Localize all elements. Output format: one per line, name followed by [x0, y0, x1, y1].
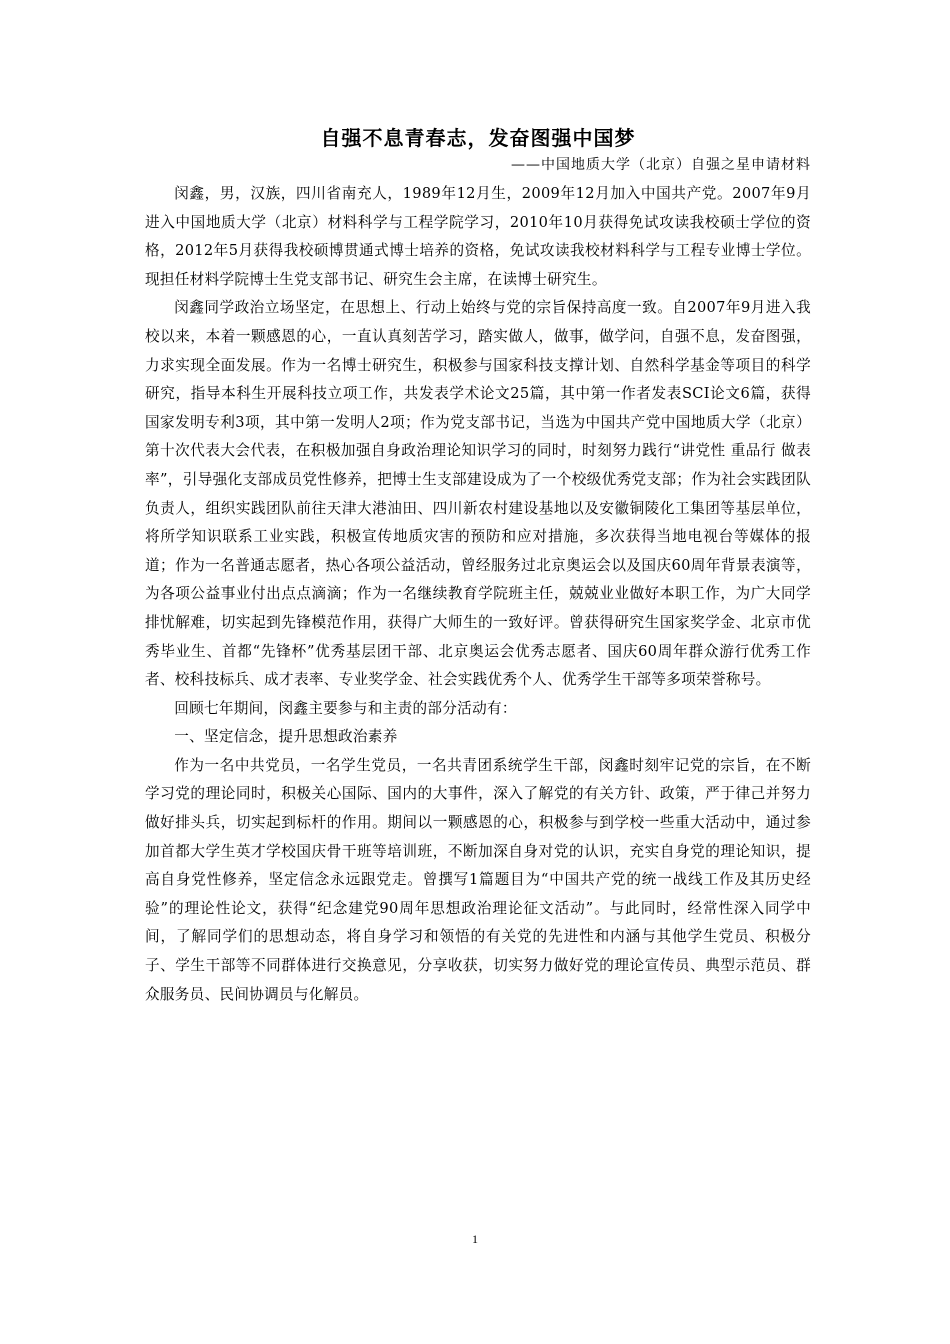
document-title: 自强不息青春志，发奋图强中国梦 [320, 126, 636, 150]
page-number: 1 [472, 1232, 478, 1246]
paragraph-review: 回顾七年期间，闵鑫主要参与和主责的部分活动有： [174, 699, 517, 717]
paragraph-achievements: 闵鑫同学政治立场坚定，在思想上、行动上始终与党的宗旨保持高度一致。自2007年9月进入我校以来，本着一颗感恩的心，一直认真刻苦学习，踏实做人，做事，做学问，自强不息，发奋图强，力求实现全面发展。作为一名博士研究生，积极参与国家科技支撑计划、自然科学基金等项目的科学研究，指导本科生开展科技立项工作，共发表学术论文25篇，其中第一作者发表SCI论文6篇，获得国家发明专利3项，其中第一发明人2项；作为党支部书记，当选为中国共产党中国地质大学（北京）第十次代表大会代表，在积极加强自身政治理论知识学习的同时，时刻努力践行“讲党性 重品行 做表率”，引导强化支部成员党性修养，把博士生支部建设成为了一个校级优秀党支部；作为社会实践团队负责人，组织实践团队前往天津大港油田、四川新农村建设基地以及安徽铜陵化工集团等基层单位，将所学知识联系工业实践，积极宣传地质灾害的预防和应对措施，多次获得当地电视台等媒体的报道；作为一名普通志愿者，热心各项公益活动，曾经服务过北京奥运会以及国庆60周年背景表演等，为各项公益事业付出点点滴滴；作为一名继续教育学院班主任，兢兢业业做好本职工作，为广大同学排忧解难，切实起到先锋模范作用，获得广大师生的一致好评。曾获得研究生国家奖学金、北京市优秀毕业生、首都“先锋杯”优秀基层团干部、北京奥运会优秀志愿者、国庆60周年群众游行优秀工作者、校科技标兵、成才表率、专业奖学金、社会实践优秀个人、优秀学生干部等多项荣誉称号。 [145, 299, 811, 689]
document-body [145, 122, 811, 1009]
paragraph-intro: 闵鑫，男，汉族，四川省南充人，1989年12月生，2009年12月加入中国共产党。2007年9月进入中国地质大学（北京）材料科学与工程学院学习，2010年10月获得免试攻读我校硕士学位的资格，2012年5月获得我校硕博贯通式博士培养的资格，免试攻读我校材料科学与工程专业博士学位。现担任材料学院博士生党支部书记、研究生会主席，在读博士研究生。 [145, 185, 811, 288]
section-heading-1: 一、坚定信念，提升思想政治素养 [174, 728, 398, 746]
document-subtitle: ——中国地质大学（北京）自强之星申请材料 [511, 157, 811, 173]
paragraph-section-1: 作为一名中共党员，一名学生党员，一名共青团系统学生干部，闵鑫时刻牢记党的宗旨，在不断学习党的理论同时，积极关心国际、国内的大事件，深入了解党的有关方针、政策，严于律己并努力做好排头兵，切实起到标杆的作用。期间以一颗感恩的心，积极参与到学校一些重大活动中，通过参加首都大学生英才学校国庆骨干班等培训班，不断加深自身对党的认识，充实自身党的理论知识，提高自身党性修养，坚定信念永远跟党走。曾撰写1篇题目为“中国共产党的统一战线工作及其历史经验”的理论性论文，获得“纪念建党90周年思想政治理论征文活动”。与此同时，经常性深入同学中间，了解同学们的思想动态，将自身学习和领悟的有关党的先进性和内涵与其他学生党员、积极分子、学生干部等不同群体进行交换意见，分享收获，切实努力做好党的理论宣传员、典型示范员、群众服务员、民间协调员与化解员。 [145, 756, 811, 1003]
